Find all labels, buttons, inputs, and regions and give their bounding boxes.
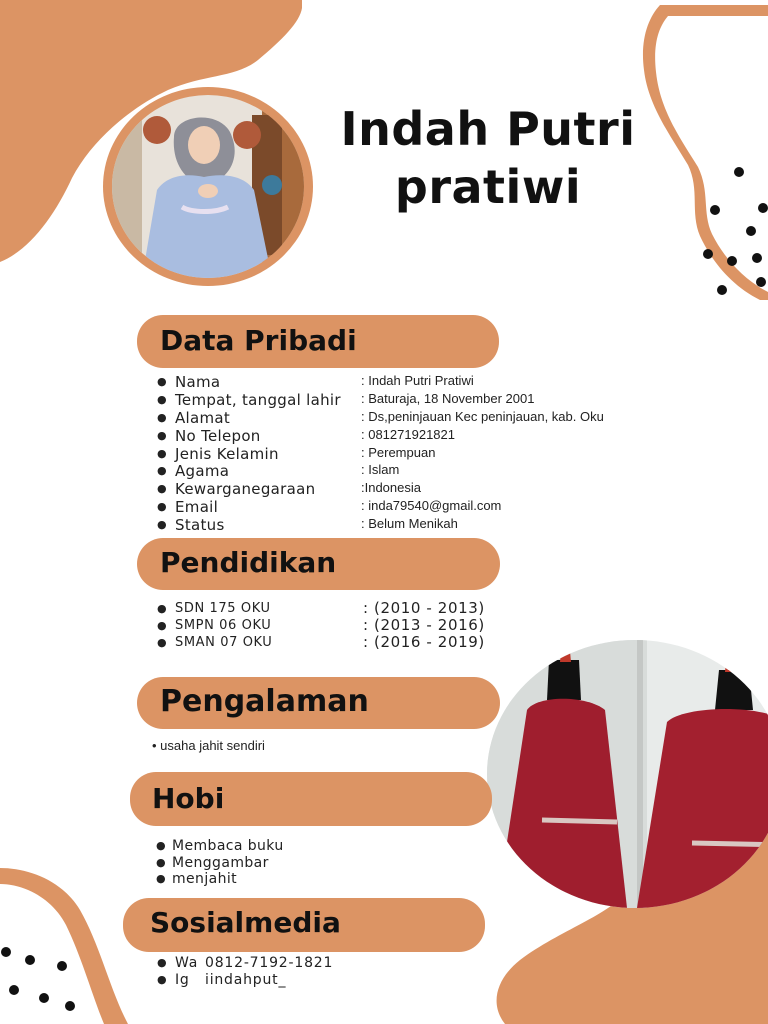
item-label: Status	[175, 516, 225, 535]
item-label: Tempat, tanggal lahir	[175, 390, 341, 409]
item-label: Kewarganegaraan	[175, 480, 316, 499]
item-label: No Telepon	[175, 426, 261, 445]
bullet-icon: ●	[156, 855, 166, 869]
bullet-icon: ●	[157, 619, 167, 632]
name-line-1: Indah Putri	[340, 102, 636, 156]
bullet-icon: ●	[157, 482, 167, 496]
hobby-label: menjahit	[172, 871, 238, 887]
social-label: Wa	[175, 955, 199, 971]
bullet-icon: ●	[157, 518, 167, 532]
school-name: SMAN 07 OKU	[175, 635, 273, 650]
bullet-icon: ●	[157, 636, 167, 649]
bullet-icon: ●	[157, 500, 167, 514]
bullet-icon: ●	[157, 973, 167, 986]
item-value: : Indah Putri Pratiwi	[361, 373, 474, 388]
hobby-label: Menggambar	[172, 854, 269, 871]
bullet-icon: ●	[157, 410, 167, 424]
social-value: iindahput_	[205, 972, 287, 988]
item-label: Agama	[175, 462, 230, 481]
item-label: Alamat	[175, 408, 231, 427]
item-label: Jenis Kelamin	[175, 444, 279, 463]
school-years: : (2013 - 2016)	[363, 616, 485, 634]
bullet-icon: ●	[156, 839, 166, 852]
school-name: SMPN 06 OKU	[175, 618, 272, 633]
item-label: Email	[175, 498, 219, 517]
section-title-hobi: Hobi	[152, 782, 225, 815]
school-name: SDN 175 OKU	[175, 601, 271, 616]
bullet-icon: ●	[157, 602, 167, 615]
bullet-icon: ●	[157, 464, 167, 478]
dress-photo	[487, 640, 768, 908]
bullet-icon: ●	[157, 956, 167, 969]
social-value: 0812-7192-1821	[205, 955, 334, 971]
item-value: : Ds,peninjauan Kec peninjauan, kab. Oku	[361, 408, 604, 424]
item-value: :Indonesia	[361, 480, 421, 496]
item-label: Nama	[175, 373, 221, 391]
bullet-icon: ●	[157, 392, 167, 406]
item-value: : Islam	[361, 462, 400, 478]
section-title-pengalaman: Pengalaman	[160, 684, 369, 719]
experience-item: • usaha jahit sendiri	[152, 738, 265, 753]
bullet-icon: ●	[157, 446, 167, 460]
profile-photo	[112, 95, 304, 278]
bullet-icon: ●	[156, 872, 166, 885]
bullet-icon: ●	[157, 375, 167, 388]
school-years: : (2010 - 2013)	[363, 599, 485, 617]
name-line-2: pratiwi	[394, 160, 582, 214]
section-title-data-pribadi: Data Pribadi	[160, 324, 357, 357]
item-value: : Perempuan	[361, 444, 436, 460]
bullet-icon: ●	[157, 428, 167, 442]
social-label: Ig	[175, 972, 190, 988]
school-years: : (2016 - 2019)	[363, 633, 485, 651]
section-title-pendidikan: Pendidikan	[160, 546, 337, 579]
hobby-label: Membaca buku	[172, 838, 284, 854]
item-value: : inda79540@gmail.com	[361, 498, 502, 514]
item-value: : Baturaja, 18 November 2001	[361, 390, 535, 406]
item-value: : Belum Menikah	[361, 516, 458, 532]
item-value: : 081271921821	[361, 426, 455, 442]
section-title-sosialmedia: Sosialmedia	[150, 906, 341, 939]
candidate-name	[318, 100, 658, 216]
